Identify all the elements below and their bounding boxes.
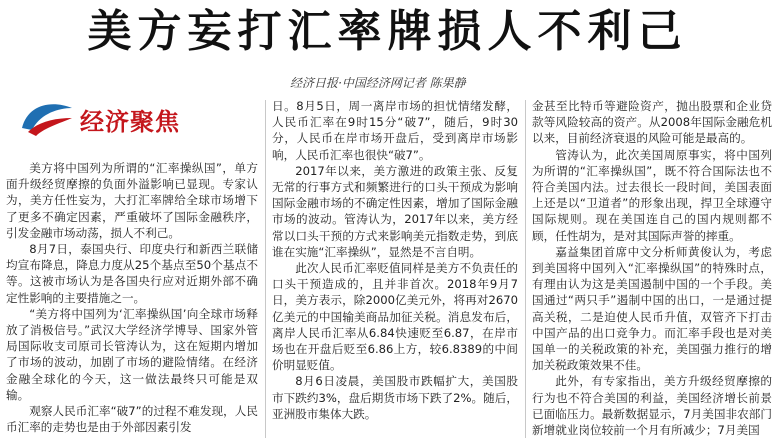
paragraph: 日。8月5日，周一离岸市场的担忧情绪发酵，人民币汇率在9时15分“破7”，随后，9时30分，人民币在岸市场开盘后，受到离岸市场影响，人民币汇率也很快“破7”。 [272,99,518,162]
column-divider [525,100,526,438]
paragraph: 管涛认为，此次美国周原事实，将中国列为所谓的“汇率操纵国”，既不符合国际法也不符合美国内法。过去很长一段时间，美国表面上还是以“卫道者”的形象出现，捍卫全球遵守国际规则。现在美国连自己的国内规则都不顾，任性胡为，是对其国际声誉的摔重。 [532,147,772,243]
paragraph: 此次人民币汇率贬值同样是美方不负责任的口头干预造成的，且并非首次。2018年9月7日，美方表示，除2000亿美元外，将再对2670亿美元的中国输美商品加征关税。消息发布后，离岸人民币汇率从6.84快速贬至6.87，在岸市场也在开盘后贬至6.86上方，较6.8389的中间价明显贬值。 [272,261,518,373]
article-headline: 美方妄打汇率牌损人不利己 [87,6,688,57]
paragraph: 8月7日，泰国央行、印度央行和新西兰联储均宣布降息，降息力度从25个基点至50个基点不等。这被市场认为是各国央行应对近期外部不确定性影响的主要措施之一。 [6,242,258,305]
section-logo-icon [18,98,76,138]
paragraph: 金甚至比特币等避险资产，抛出股票和企业贷款等风险较高的资产。从2008年国际金融危机以来，目前经济衰退的风险可能是最高的。 [532,99,772,146]
section-logo [18,98,218,142]
column-divider [265,100,266,438]
article-column-2 [272,98,518,438]
paragraph: 嘉益集团首席中文分析师黄俊认为，考虑到美国将中国列入“汇率操纵国”的特殊时点，有理由认为这是美国遏制中国的一个手段。美国通过“两只手”遏制中国的出口，一是通过提高关税，二是迫使人民币升值，双管齐下打击中国产品的出口竞争力。而汇率手段也是对美国单一的关税政策的补充，美国强力推行的增加关税政策效果不佳。 [532,244,772,373]
paragraph: 8月6日凌晨，美国股市跌幅扩大，美国股市下跌约3%，盘后期货市场下跌了2%。随后，亚洲股市集体大跌。 [272,374,518,421]
paragraph: “美方将中国列为‘汇率操纵国’向全球市场释放了消极信号。”武汉大学经济学博导、国家外管局国际收支司原司长管涛认为，这在短期内增加了市场的波动，加剧了市场的避险情绪。在经济金融全球化的今天，这一做法最终只可能是双输。 [6,306,258,402]
paragraph: 观察人民币汇率“破7”的过程不难发现，人民币汇率的走势也是由于外部因素引发 [6,404,258,435]
section-logo-label: 经济聚焦 [80,108,180,136]
paragraph: 此外，有专家指出，美方升级经贸摩擦的行为也不符合美国的利益，美国经济增长前景已面临压力。最新数据显示，7月美国非农部门新增就业岗位较前一个月有所减少；7月美国 [532,374,772,438]
article-column-1 [6,160,258,438]
paragraph: 美方将中国列为所谓的“汇率操纵国”，单方面升级经贸摩擦的负面外溢影响已显现。专家认为，美方任性妄为，大打汇率牌给全球市场增下了更多不确定因素，严重破坏了国际金融秩序，引发金融市场动荡，损人不利己。 [6,161,258,240]
article-column-3 [532,98,772,438]
paragraph: 2017年以来，美方激进的政策主张、反复无常的行事方式和频繁进行的口头干预成为影响国际金融市场的不确定性因素，增加了国际金融市场的波动。管涛认为，2017年以来，美方经常以口头干预的方式来影响美元指数走势，到底谁在实施“汇率操纵”，显然是不言自明。 [272,163,518,259]
article-byline: 经济日报·中国经济网记者 陈果静 [290,76,466,90]
